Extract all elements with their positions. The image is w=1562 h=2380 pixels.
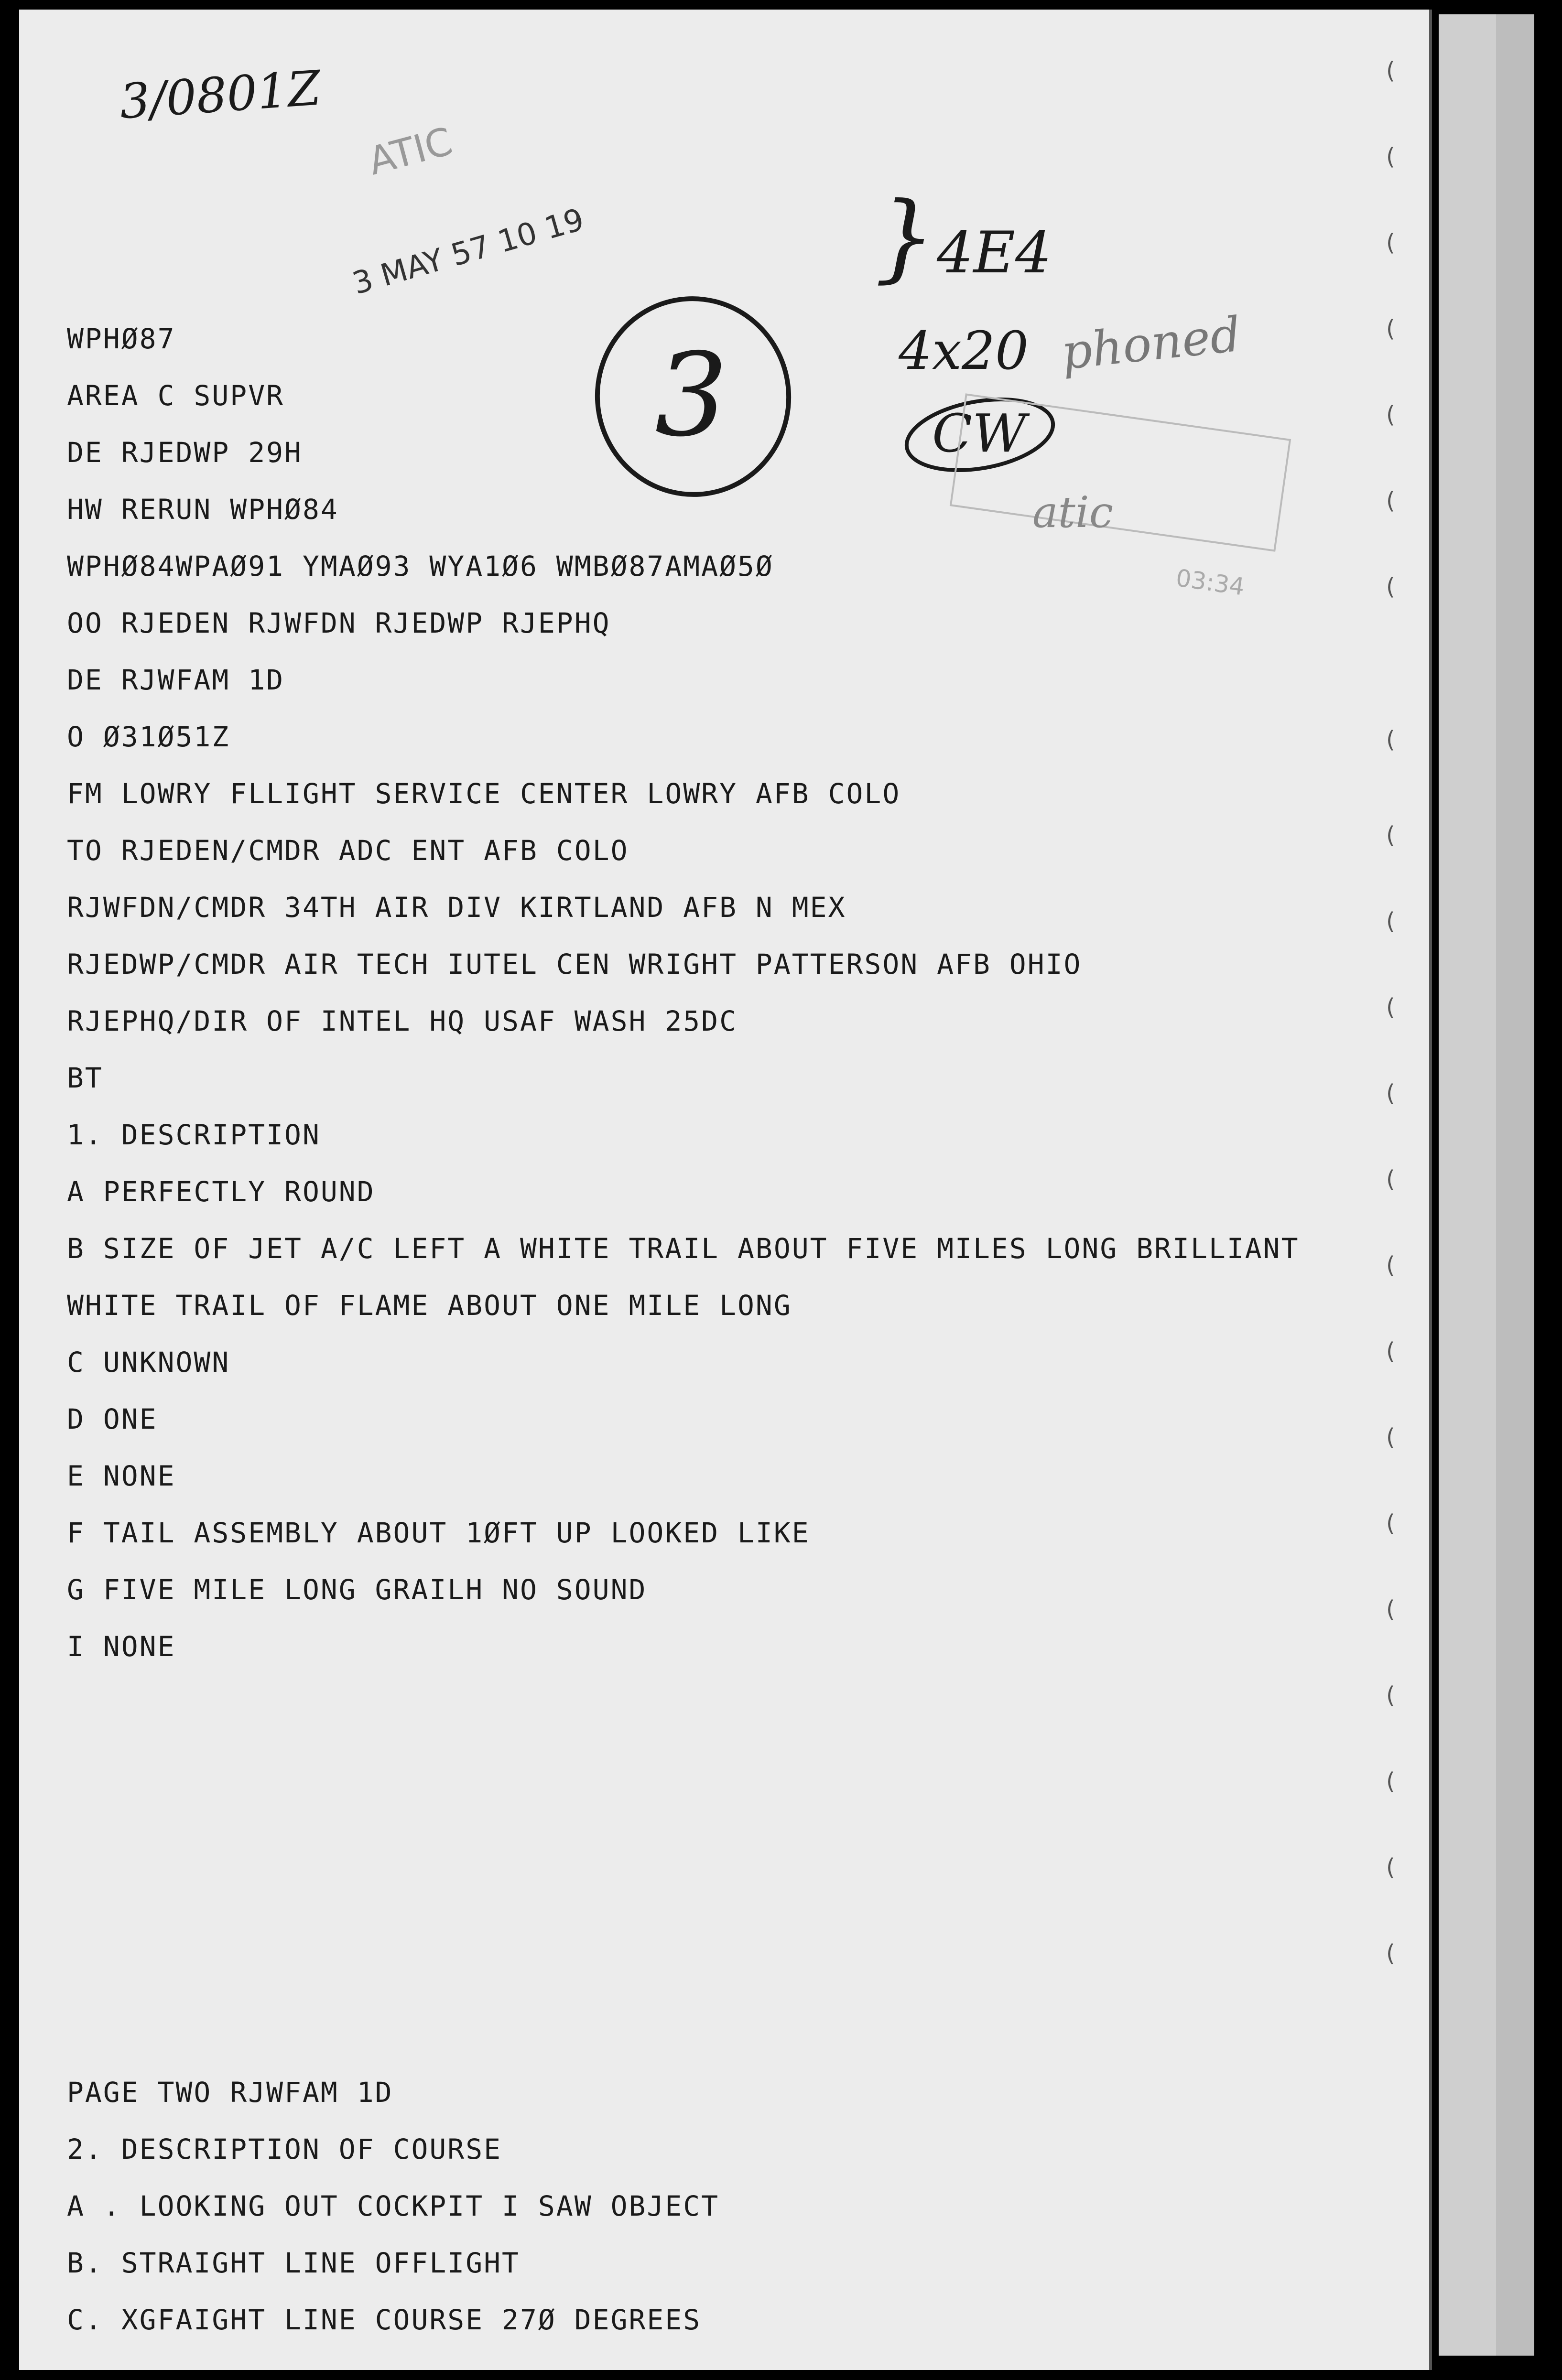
teletype-page	[19, 10, 1432, 2370]
feed-hole: (	[1386, 1596, 1395, 1623]
atic-stamp: ATIC	[363, 118, 457, 184]
scan-edge-strip-dark	[1496, 14, 1534, 2356]
message-line: OO RJEDEN RJWFDN RJEDWP RJEPHQ	[67, 607, 611, 639]
feed-hole: (	[1386, 1338, 1395, 1365]
handwritten-size-note: 4x20	[899, 320, 1029, 381]
handwritten-code: 4E4	[937, 220, 1052, 286]
handwritten-atic-note: atic	[1032, 487, 1114, 538]
date-received-stamp: 3 MAY 57 10 19	[348, 202, 588, 302]
feed-hole: (	[1386, 143, 1395, 170]
time-stamp: 03:34	[1174, 564, 1247, 601]
message-line: RJEPHQ/DIR OF INTEL HQ USAF WASH 25DC	[67, 1005, 738, 1037]
message-line: FM LOWRY FLLIGHT SERVICE CENTER LOWRY AFB COLO	[67, 777, 901, 810]
feed-hole: (	[1386, 573, 1395, 600]
handwritten-bracket: }	[875, 182, 936, 293]
feed-hole: (	[1386, 726, 1395, 753]
message-line: DE RJEDWP 29H	[67, 436, 303, 469]
feed-hole: (	[1386, 1252, 1395, 1279]
message-line: D ONE	[67, 1403, 158, 1435]
message-line: C UNKNOWN	[67, 1346, 230, 1378]
feed-hole: (	[1386, 57, 1395, 84]
feed-hole: (	[1386, 822, 1395, 849]
feed-hole: (	[1386, 1510, 1395, 1537]
message-line: DE RJWFAM 1D	[67, 664, 285, 696]
feed-hole: (	[1386, 487, 1395, 514]
message-line: WPHØ84WPAØ91 YMAØ93 WYA1Ø6 WMBØ87AMAØ5Ø	[67, 550, 774, 582]
message-line: HW RERUN WPHØ84	[67, 493, 339, 526]
feed-hole: (	[1386, 1682, 1395, 1709]
message-line: E NONE	[67, 1460, 176, 1492]
feed-hole: (	[1386, 1424, 1395, 1451]
message-line: RJWFDN/CMDR 34TH AIR DIV KIRTLAND AFB N MEX	[67, 891, 846, 924]
handwritten-file-number: 3/0801Z	[118, 60, 323, 130]
handwritten-phoned: phoned	[1058, 306, 1244, 381]
feed-hole: (	[1386, 994, 1395, 1021]
message-line: F TAIL ASSEMBLY ABOUT 1ØFT UP LOOKED LIKE	[67, 1517, 810, 1549]
message-line: I NONE	[67, 1630, 176, 1663]
message-line: TO RJEDEN/CMDR ADC ENT AFB COLO	[67, 834, 629, 867]
feed-hole: (	[1386, 1080, 1395, 1107]
feed-hole: (	[1386, 1768, 1395, 1795]
feed-hole: (	[1386, 908, 1395, 935]
message-line: O Ø31Ø51Z	[67, 721, 230, 753]
page-two-line: B. STRAIGHT LINE OFFLIGHT	[67, 2247, 520, 2279]
page-two-line: PAGE TWO RJWFAM 1D	[67, 2076, 393, 2109]
page-two-line: A . LOOKING OUT COCKPIT I SAW OBJECT	[67, 2190, 720, 2222]
page-two-section	[67, 2064, 1357, 2348]
circled-number-text: 3	[655, 328, 728, 462]
feed-hole: (	[1386, 1940, 1395, 1967]
message-line: BT	[67, 1062, 103, 1094]
message-line: AREA C SUPVR	[67, 379, 285, 412]
page-two-line: 2. DESCRIPTION OF COURSE	[67, 2133, 502, 2165]
tractor-feed-holes	[1386, 57, 1405, 2064]
feed-hole: (	[1386, 1166, 1395, 1193]
message-line: 1. DESCRIPTION	[67, 1119, 321, 1151]
message-line: WPHØ87	[67, 323, 176, 355]
message-line: RJEDWP/CMDR AIR TECH IUTEL CEN WRIGHT PATTERSON AFB OHIO	[67, 948, 1082, 980]
feed-hole: (	[1386, 1854, 1395, 1881]
feed-hole: (	[1386, 315, 1395, 342]
message-body	[67, 311, 1357, 1675]
message-line: G FIVE MILE LONG GRAILH NO SOUND	[67, 1573, 647, 1606]
feed-hole: (	[1386, 229, 1395, 256]
feed-hole: (	[1386, 401, 1395, 428]
handwritten-initials: CW	[932, 403, 1027, 464]
page-two-line: C. XGFAIGHT LINE COURSE 27Ø DEGREES	[67, 2304, 702, 2336]
message-line: A PERFECTLY ROUND	[67, 1175, 375, 1208]
message-line: WHITE TRAIL OF FLAME ABOUT ONE MILE LONG	[67, 1289, 792, 1322]
message-line: B SIZE OF JET A/C LEFT A WHITE TRAIL ABOUT FIVE MILES LONG BRILLIANT	[67, 1232, 1300, 1265]
